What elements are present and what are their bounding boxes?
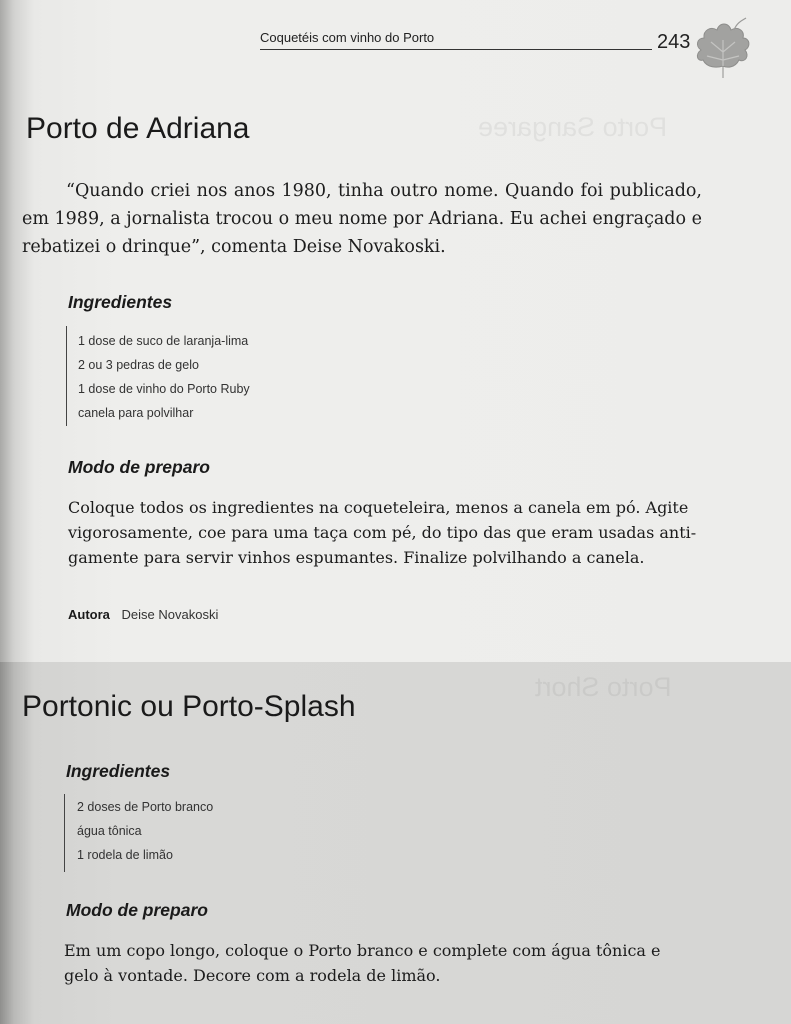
bleed-through-text: Porto Sangaree [478,112,668,142]
recipe-title: Porto de Adriana [26,112,250,145]
ingredient-item: 2 doses de Porto branco [77,800,214,814]
method-heading: Modo de preparo [66,900,208,920]
ingredient-item: água tônica [77,824,142,838]
method-line: Em um copo longo, coloque o Porto branco e complete com água tônica e [64,941,661,960]
page-number: 243 [657,31,691,53]
recipe-title: Portonic ou Porto-Splash [22,690,356,723]
ingredient-item: 2 ou 3 pedras de gelo [78,358,199,372]
method-text [64,938,661,988]
running-header-title: Coquetéis com vinho do Porto [260,30,435,45]
author-name: Deise Novakoski [121,607,219,622]
ingredients-rule [66,326,67,426]
method-line: Coloque todos os ingredientes na coqueteleira, menos a canela em pó. Agite [68,498,689,517]
ingredients-heading: Ingredientes [66,761,171,781]
method-heading: Modo de preparo [68,457,210,477]
ingredients-list [78,329,250,425]
grape-leaf-icon [693,16,751,82]
recipe-intro: “Quando criei nos anos 1980, tinha outro nome. Quando foi publicado, em 1989, a jornalista trocou o meu nome por Adriana. Eu achei engraçado e rebatizei o drinque”, comenta Deise Novakoski. [22,181,702,257]
method-line: gelo à vontade. Decore com a rodela de limão. [64,966,441,985]
method-text [68,495,696,570]
author-credit [68,607,218,622]
ingredient-item: 1 dose de vinho do Porto Ruby [78,382,250,396]
bleed-through-text: Porto Short [535,672,672,702]
ingredients-heading: Ingredientes [68,292,173,312]
ingredients-rule [64,794,65,872]
ingredients-list [77,795,213,867]
ingredient-item: 1 rodela de limão [77,848,173,862]
method-line: vigorosamente, coe para uma taça com pé, do tipo das que eram usadas anti- [68,523,697,542]
header-rule [260,49,652,50]
ingredient-item: canela para polvilhar [78,406,194,420]
author-label: Autora [68,607,110,622]
method-line: gamente para servir vinhos espumantes. Finalize polvilhando a canela. [68,548,645,567]
ingredient-item: 1 dose de suco de laranja-lima [78,334,249,348]
